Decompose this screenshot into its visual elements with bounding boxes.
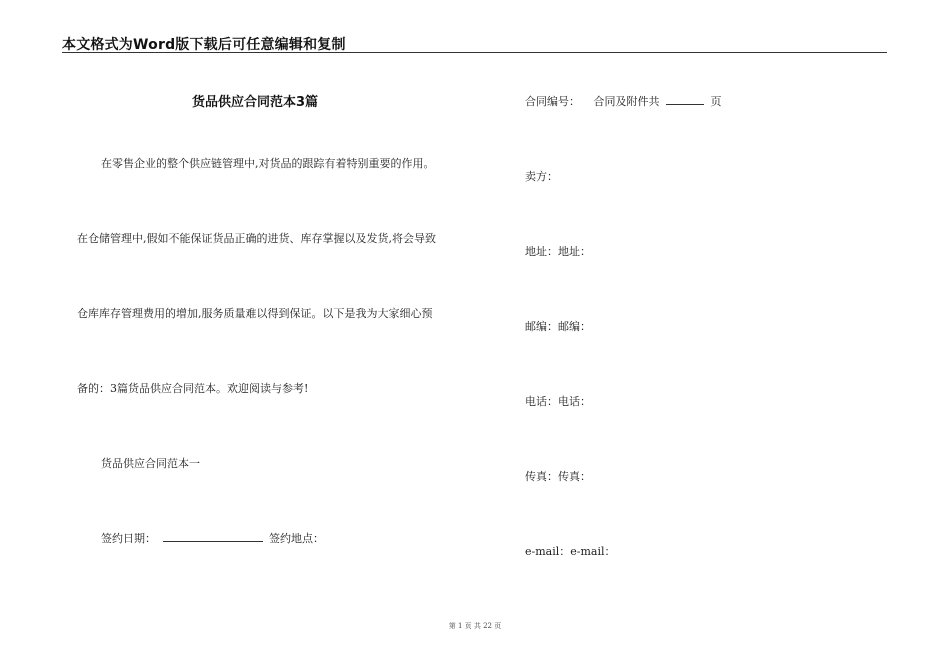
address-line: 地址：地址：	[525, 245, 591, 258]
fax-line: 传真：传真：	[525, 470, 591, 483]
intro-paragraph-line-1: 在零售企业的整个供应链管理中,对货品的跟踪有着特别重要的作用。	[101, 157, 435, 170]
attachment-suffix: 页	[710, 95, 722, 108]
email-line: e-mail：e-mail：	[525, 545, 616, 558]
section-heading-contract-one: 货品供应合同范本一	[101, 457, 200, 470]
page-footer: 第 1 页 共 22 页	[448, 622, 502, 630]
document-header-banner: 本文格式为Word版下载后可任意编辑和复制	[62, 37, 346, 53]
document-title: 货品供应合同范本3篇	[192, 95, 319, 110]
contract-number-label: 合同编号：	[525, 95, 580, 108]
intro-paragraph-line-3: 仓库库存管理费用的增加,服务质量难以得到保证。以下是我为大家细心预	[77, 307, 433, 320]
sign-date-label: 签约日期：	[101, 532, 156, 545]
seller-line: 卖方：	[525, 170, 558, 183]
attachment-count-blank	[666, 95, 704, 105]
intro-paragraph-line-2: 在仓储管理中,假如不能保证货品正确的进货、库存掌握以及发货,将会导致	[77, 232, 436, 245]
attachment-prefix: 合同及附件共	[593, 95, 660, 108]
phone-line: 电话：电话：	[525, 395, 591, 408]
sign-date-blank	[163, 532, 263, 542]
contract-number-line	[525, 93, 722, 109]
intro-paragraph-line-4: 备的：3篇货品供应合同范本。欢迎阅读与参考!	[77, 382, 309, 395]
postcode-line: 邮编：邮编：	[525, 320, 591, 333]
header-divider	[62, 52, 887, 53]
sign-place-label: 签约地点：	[269, 532, 324, 545]
sign-info-line	[101, 530, 324, 546]
